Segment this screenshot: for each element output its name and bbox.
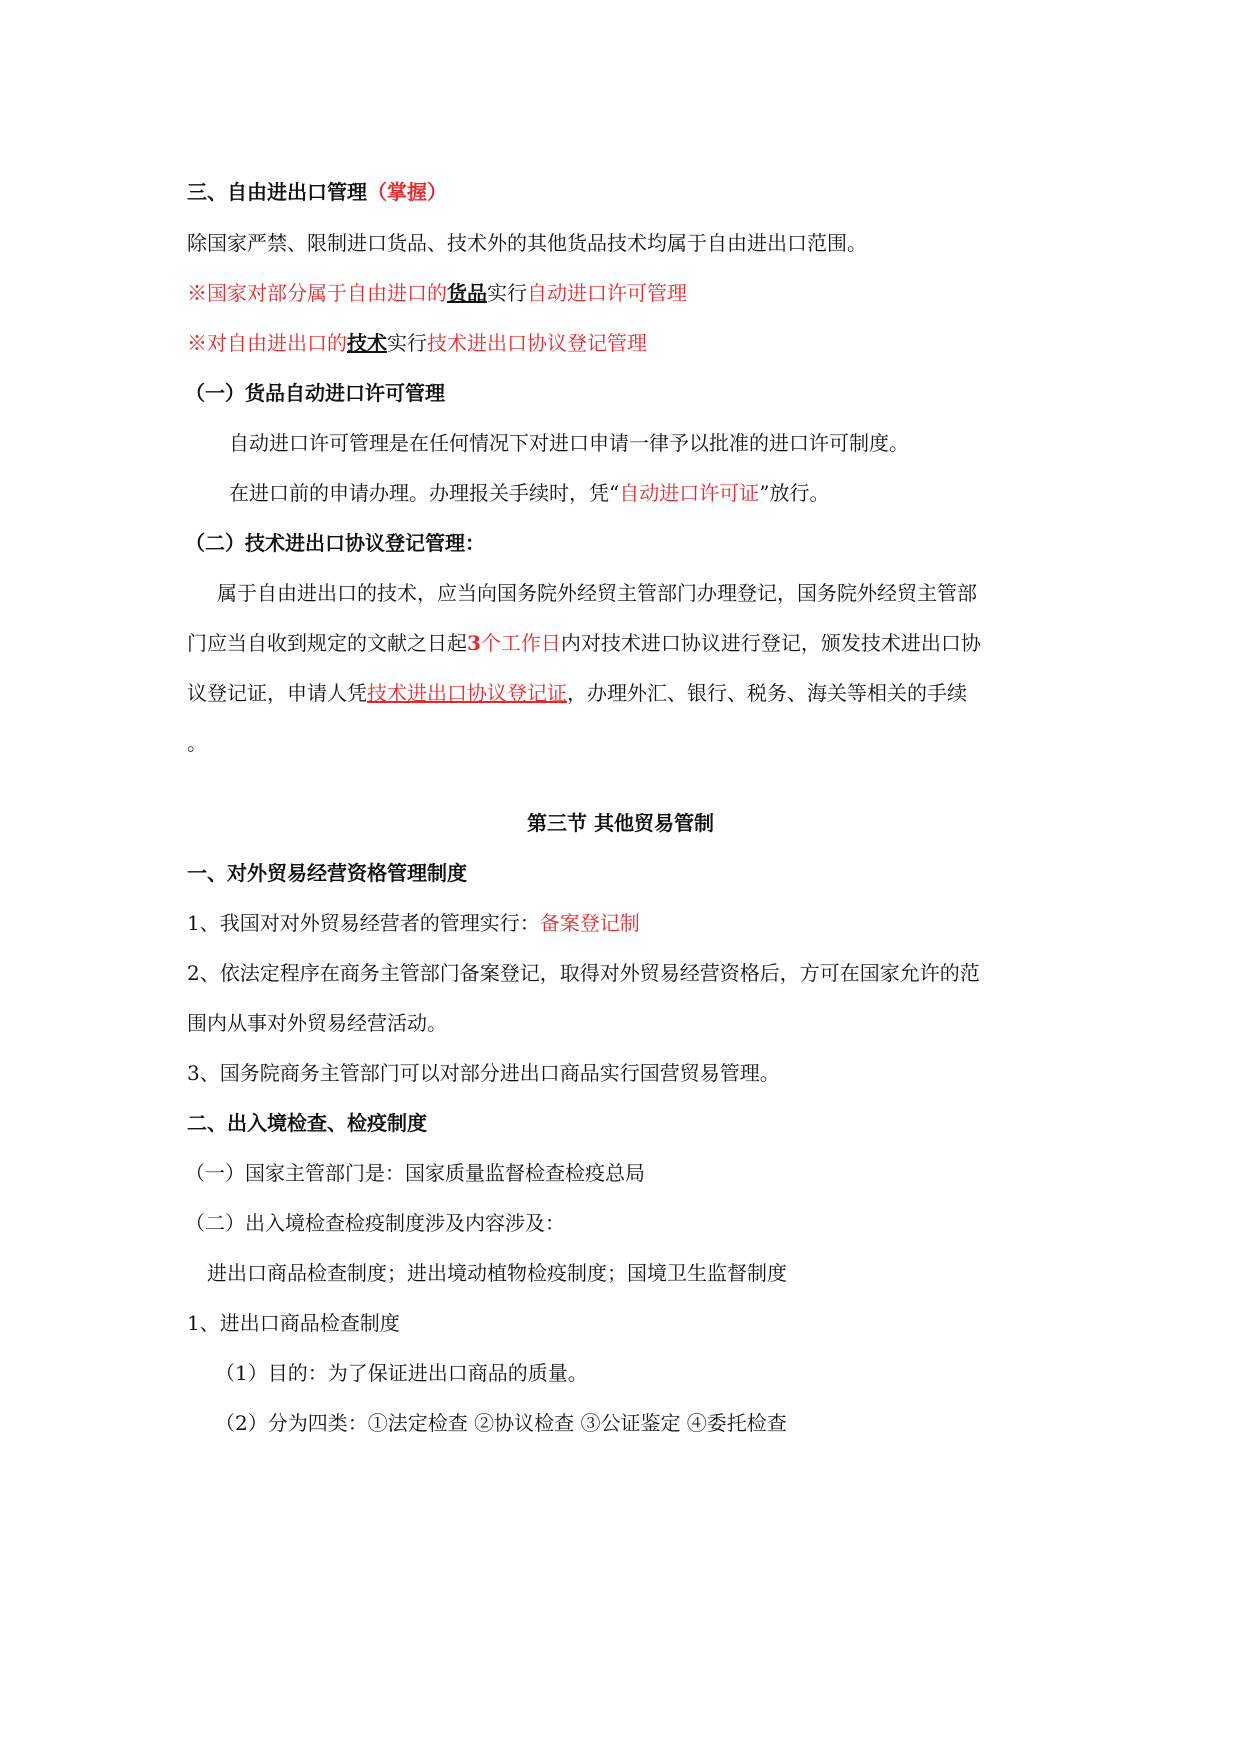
section-heading: 二、出入境检查、检疫制度 <box>187 1111 427 1135</box>
paragraph-line: 门应当自收到规定的文献之日起3个工作日内对技术进口协议进行登记，颁发技术进出口协 <box>187 631 981 655</box>
subsection-line: （二）出入境检查检疫制度涉及内容涉及： <box>185 1211 565 1235</box>
note-highlight: 自动进口许可管理 <box>527 281 687 305</box>
sub-list-item: （2）分为四类：①法定检查 ②协议检查 ③公证鉴定 ④委托检查 <box>215 1411 787 1435</box>
paragraph-line: 属于自由进出口的技术，应当向国务院外经贸主管部门办理登记，国务院外经贸主管部 <box>217 581 977 605</box>
note-technology: ※对自由进出口的技术实行技术进出口协议登记管理 <box>187 331 647 355</box>
subsection-heading: （一）货品自动进口许可管理 <box>185 381 445 405</box>
list-item: 2、依法定程序在商务主管部门备案登记，取得对外贸易经营资格后，方可在国家允许的范 <box>187 961 980 985</box>
list-item-continuation: 围内从事对外贸易经营活动。 <box>187 1011 447 1035</box>
note-goods: ※国家对部分属于自由进口的货品实行自动进口许可管理 <box>187 281 687 305</box>
note-key: 货品 <box>447 281 487 305</box>
paragraph: 在进口前的申请办理。办理报关手续时，凭“自动进口许可证”放行。 <box>229 481 830 505</box>
highlight: 个工作日 <box>480 631 561 655</box>
paragraph-line: 。 <box>187 731 207 755</box>
subsection-heading: （二）技术进出口协议登记管理： <box>185 531 485 555</box>
highlight: 自动进口许可证 <box>619 481 760 505</box>
list-item: 1、进出口商品检查制度 <box>187 1311 400 1335</box>
section-heading: 三、自由进出口管理（掌握） <box>187 180 447 204</box>
list-item: 3、国务院商务主管部门可以对部分进出口商品实行国营贸易管理。 <box>187 1061 780 1085</box>
subsection-line: （一）国家主管部门是：国家质量监督检查检疫总局 <box>185 1161 645 1185</box>
note-prefix: ※国家对部分属于自由进口的 <box>187 281 447 305</box>
chapter-title: 第三节 其他贸易管制 <box>527 811 714 835</box>
paragraph: 自动进口许可管理是在任何情况下对进口申请一律予以批准的进口许可制度。 <box>229 431 909 455</box>
highlight: 备案登记制 <box>539 911 640 935</box>
note-key: 技术 <box>347 331 387 355</box>
paragraph: 进出口商品检查制度；进出境动植物检疫制度；国境卫生监督制度 <box>207 1261 787 1285</box>
intro-paragraph: 除国家严禁、限制进口货品、技术外的其他货品技术均属于自由进出口范围。 <box>187 231 867 255</box>
list-item: 1、我国对对外贸易经营者的管理实行：备案登记制 <box>187 911 640 935</box>
number-highlight: 3 <box>467 631 481 655</box>
sub-list-item: （1）目的：为了保证进出口商品的质量。 <box>215 1361 588 1385</box>
heading-tag: （掌握） <box>367 180 447 204</box>
section-heading: 一、对外贸易经营资格管理制度 <box>187 861 467 885</box>
note-highlight: 技术进出口协议登记管理 <box>427 331 647 355</box>
paragraph-line: 议登记证，申请人凭技术进出口协议登记证，办理外汇、银行、税务、海关等相关的手续 <box>187 681 967 705</box>
highlight: 技术进出口协议登记证 <box>367 681 567 705</box>
note-prefix: ※对自由进出口的 <box>187 331 347 355</box>
